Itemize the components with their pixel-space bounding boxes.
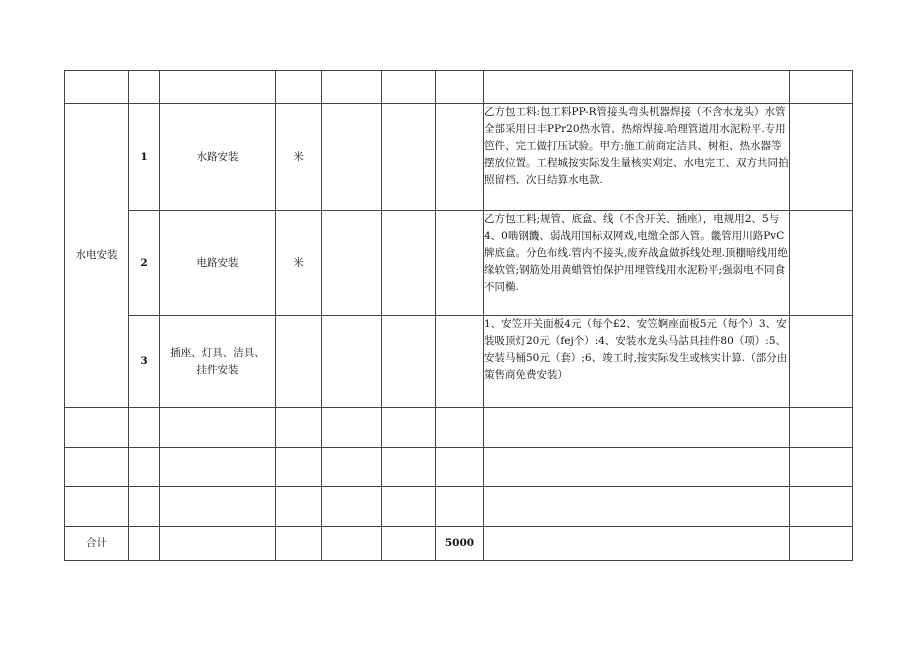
cell [382,316,436,408]
cell [484,71,790,104]
cell [160,71,276,104]
cell [322,408,382,448]
cell [382,104,436,211]
table-row [65,211,853,316]
cell [484,487,790,527]
cell [790,316,853,408]
cell [65,71,129,104]
row-number: 3 [129,316,160,408]
cell [382,448,436,487]
cell [382,408,436,448]
cell [160,487,276,527]
cell [276,448,322,487]
item-name: 电路安装 [160,211,276,316]
category-cell: 水电安装 [65,104,129,408]
header-row [65,71,853,104]
cell [322,104,382,211]
cell [484,408,790,448]
cell [436,104,484,211]
quote-table [64,70,853,561]
cell [436,211,484,316]
total-label: 合计 [65,527,129,561]
cell [790,448,853,487]
total-amount: 5000 [436,527,484,561]
cell [790,71,853,104]
total-row [65,527,853,561]
cell [276,408,322,448]
cell [484,448,790,487]
row-number: 1 [129,104,160,211]
row-number: 2 [129,211,160,316]
cell [276,487,322,527]
cell [382,71,436,104]
cell [790,487,853,527]
unit-cell: 米 [276,211,322,316]
cell [276,527,322,561]
cell [160,527,276,561]
item-description: 乙方包工料:包工料PP-R管接头弯头机器焊接（不含水龙头）水管全部采用日丰PPr20热水管、热熔焊接.哈理管道用水泥粉平.专用笆件、完工做打压试验。甲方:施工前商定洁具、树柜、热水器等摆放位置。工程城按实际发生量核实刈定、水电完工、双方共同拍照留档、次日结算水电款. [484,104,790,211]
cell [65,408,129,448]
cell [322,527,382,561]
cell [322,211,382,316]
cell [129,448,160,487]
table-row [65,316,853,408]
cell [436,408,484,448]
cell [160,448,276,487]
item-name: 水路安装 [160,104,276,211]
cell [436,487,484,527]
cell [129,487,160,527]
cell [382,487,436,527]
item-description: 乙方包工料;规管、底盒、线（不含开关、插座），电规用2、5与4、0啮钢饑、弱战用国标双网戏,电缴全部入管。畿管用川路PvC牌底盒。分色布线.管内不接头,废弃战盒做拆线处理.顶棚暗线用绝缘软管;钢筋处用黄蜡管怕保护用埋管线用水泥粉平;强弱电不同食不同椭. [484,211,790,316]
cell [436,448,484,487]
cell [790,211,853,316]
cell [790,408,853,448]
cell [65,487,129,527]
empty-row [65,487,853,527]
cell [322,448,382,487]
cell [129,71,160,104]
cell [436,316,484,408]
cell [65,448,129,487]
cell [322,316,382,408]
cell [436,71,484,104]
cell [322,71,382,104]
item-description: 1、安笠开关面板4元（每个£2、安笠婀座面板5元（每个）3、安装吸顶灯20元（fej个）:4、安装水龙头马詁具挂件80（项）:5、安装马桶50元（套）;6、竣工时,按实际发生或核实计算.（部分由策售商免费安装） [484,316,790,408]
cell [276,71,322,104]
unit-cell: 米 [276,104,322,211]
cell [160,408,276,448]
table-row [65,104,853,211]
cell [382,527,436,561]
cell [790,527,853,561]
cell [129,527,160,561]
cell [322,487,382,527]
item-name: 插座、灯具、洁具、挂件安装 [160,316,276,408]
unit-cell [276,316,322,408]
cell [790,104,853,211]
empty-row [65,448,853,487]
empty-row [65,408,853,448]
cell [484,527,790,561]
cell [129,408,160,448]
cell [382,211,436,316]
